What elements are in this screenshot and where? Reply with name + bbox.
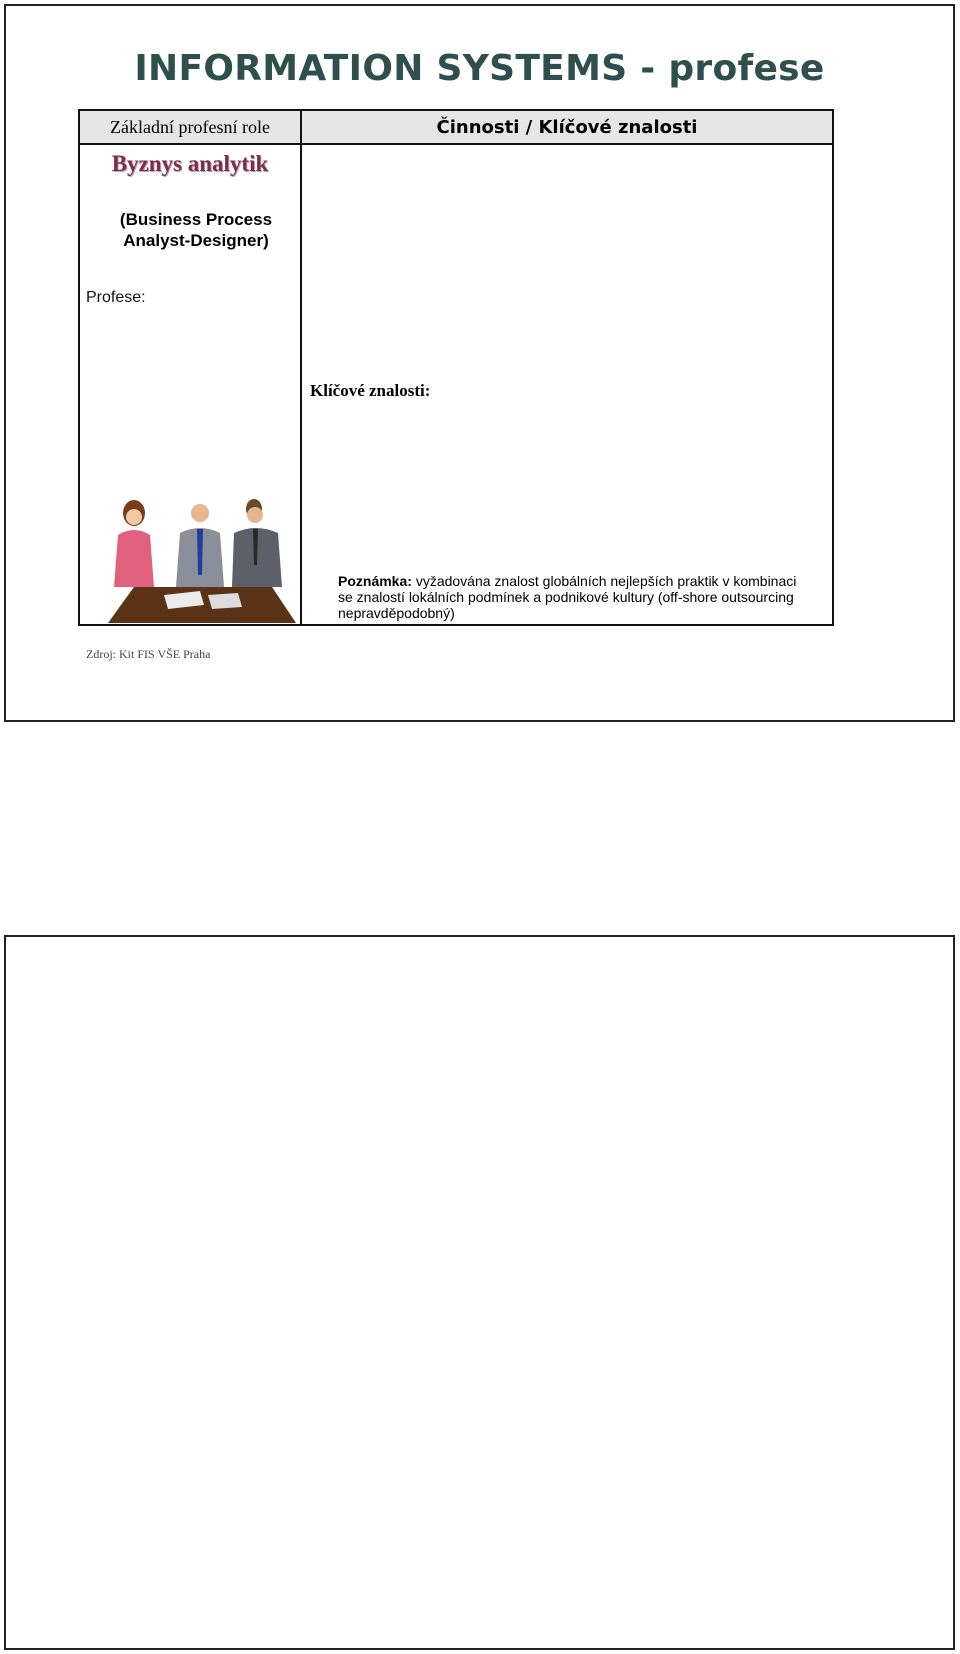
note-text: vyžadována znalost globálních nejlepších praktik v kombinaci se znalostí lokálních podmínek a podnikové kultury (off-shore outsourcing nepravděpodobný) [338, 573, 797, 621]
role-title: Byznys analytik [111, 151, 269, 176]
activities-cell [300, 143, 834, 626]
slide-manazer-ict [4, 935, 955, 1650]
knowledge-label: Klíčové znalosti: [310, 381, 431, 400]
note [338, 573, 808, 621]
slide-byznys-analytik [4, 4, 955, 722]
role-subtitle: (Business Process Analyst-Designer) [119, 210, 273, 250]
profese-label: Profese: [86, 289, 146, 306]
left-column-header: Základní profesní role [78, 109, 302, 145]
note-label: Poznámka: [338, 573, 412, 589]
slide-title: INFORMATION SYSTEMS - profese [134, 48, 825, 89]
right-column-header: Činnosti / Klíčové znalosti [300, 109, 834, 145]
meeting-illustration [104, 495, 300, 625]
source-caption: Zdroj: Kit FIS VŠE Praha [86, 647, 211, 661]
role-cell [78, 143, 302, 626]
